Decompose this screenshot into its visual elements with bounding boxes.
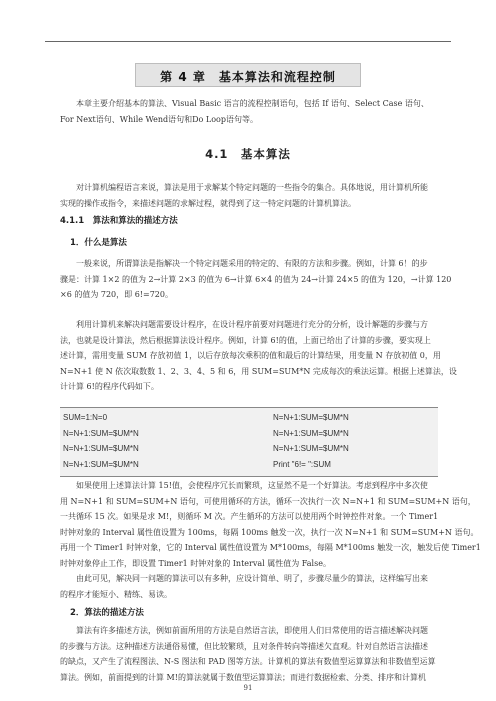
text-line: 如果使用上述算法计算 15!值，会使程序冗长而繁琐，这显然不是一个好算法。考虑到程序中多次使 — [76, 481, 428, 490]
text-line: 本章主要介绍基本的算法、Visual Basic 语言的流程控制语句，包括 If 语句、Select Case 语句、 — [76, 99, 429, 108]
chapter-intro-paragraph — [60, 96, 438, 127]
text-line: 时钟对象停止工作，即设置 Timer1 时钟对象的 Interval 属性值为 False。 — [60, 558, 331, 568]
code-line: N=N+1:SUM=$UM*N — [63, 459, 139, 469]
text-line: For Next语句、While Wend语句和Do Loop语句等。 — [60, 114, 258, 124]
section-title: 4.1 基本算法 — [205, 147, 291, 161]
header-rule — [45, 41, 451, 42]
text-line: 利用计算机来解决问题需要设计程序，在设计程序前要对问题进行充分的分析，设计解题的步骤与方 — [76, 320, 428, 329]
text-line: 法，也就是设计算法，然后根据算法设计程序。例如，计算 6!的值，上面已给出了计算的步骤，要实现上 — [60, 335, 431, 345]
paragraph-loop-method — [60, 478, 481, 571]
text-line: 由此可见，解决同一问题的算法可以有多种，应设计简单、明了，步骤尽量少的算法，这样编写出来 — [76, 574, 428, 583]
code-line: N=N+1:SUM=$UM*N — [63, 444, 139, 453]
paragraph-description-methods — [60, 623, 438, 685]
text-line: N=N+1 使 N 依次取数数 1、2、3、4、5 和 6，用 SUM=SUM*N 完成每次的乘法运算。根据上述算法，设 — [60, 366, 457, 376]
text-line: 再用一个 Timer1 时钟对象，它的 Interval 属性值设置为 M*100ms，每隔 M*100ms 触发一次，触发后使 Timer1 — [60, 543, 481, 552]
text-line: ×6 的值为 720，即 6!=720。 — [60, 290, 173, 299]
paragraph-program-design — [60, 317, 457, 395]
text-line: 的缺点，又产生了流程图法、N-S 图法和 PAD 图等方法。计算机的算法有数值型运算算法和非数值型运算 — [60, 657, 436, 666]
code-listing — [60, 407, 438, 477]
code-line: SUM=1:N=0 — [63, 413, 108, 422]
page-number: 91 — [243, 684, 253, 692]
text-line: 用 N=N+1 和 SUM=SUM+N 语句，可使用循环的方法，循环一次执行一次 N=N+1 和 SUM=SUM+N 语句， — [60, 496, 476, 506]
code-line: N=N+1:SUM=$UM*N — [273, 444, 349, 453]
text-line: 的程序才能短小、精练、易读。 — [60, 589, 172, 599]
subsection-title: 4.1.1 算法和算法的描述方法 — [60, 216, 178, 226]
heading-description-methods: 2．算法的描述方法 — [70, 608, 144, 618]
text-line: 骤是：计算 1×2 的值为 2→计算 2×3 的值为 6→计算 6×4 的值为 24→计算 24×5 的值为 120，→计算 120 — [60, 274, 452, 284]
chapter-title: 第 4 章 基本算法和流程控制 — [160, 70, 336, 84]
code-line: Print "6!= ":SUM — [273, 459, 331, 469]
text-line: 对计算机编程语言来说，算法是用于求解某个特定问题的一些指令的集合。具体地说，用计算机所能 — [76, 183, 428, 192]
code-column-right — [273, 410, 349, 472]
code-column-left — [63, 410, 139, 472]
text-line: 一共循环 15 次。如果是求 M!，则循环 M 次。产生循环的方法可以使用两个时钟控件对象。一个 Timer1 — [60, 512, 439, 521]
text-line: 的步骤与方法。这种描述方法通俗易懂，但比较繁琐，且对条件转向等描述欠直观。针对自然语言法描述 — [60, 641, 428, 651]
section-intro-paragraph — [60, 180, 438, 211]
text-line: 计计算 6!的程序代码如下。 — [60, 382, 159, 391]
chapter-title-box — [135, 63, 361, 87]
text-line: 实现的操作或指令，来描述问题的求解过程，就得到了这一特定问题的计算机算法。 — [60, 198, 356, 208]
paragraph-algorithm-definition — [60, 256, 452, 303]
heading-what-is-algorithm: 1．什么是算法 — [70, 238, 127, 248]
paragraph-conclusion — [60, 571, 438, 602]
code-line: N=N+1:SUM=$UM*N — [273, 413, 349, 422]
text-line: 一般来说，所谓算法是指解决一个特定问题采用的特定的、有限的方法和步骤。例如，计算 6！的步 — [76, 259, 428, 268]
code-line: N=N+1:SUM=$UM*N — [273, 428, 349, 438]
text-line: 时钟对象的 Interval 属性值设置为 100ms，每隔 100ms 触发一次，执行一次 N=N+1 和 SUM=SUM+N 语句。 — [60, 527, 479, 537]
code-line: N=N+1:SUM=$UM*N — [63, 428, 139, 438]
text-line: 算法。例如，前面提到的计算 M!的算法就属于数值型运算算法；而进行数据检索、分类、排序和计算机 — [60, 672, 426, 682]
text-line: 述计算，需用变量 SUM 存放初值 1，以后存放每次乘积的值和最后的计算结果，用变量 N 存放初值 0，用 — [60, 351, 441, 360]
text-line: 算法有许多描述方法，例如前面所用的方法是自然语言法，即使用人们日常使用的语言描述解决问题 — [76, 626, 428, 635]
